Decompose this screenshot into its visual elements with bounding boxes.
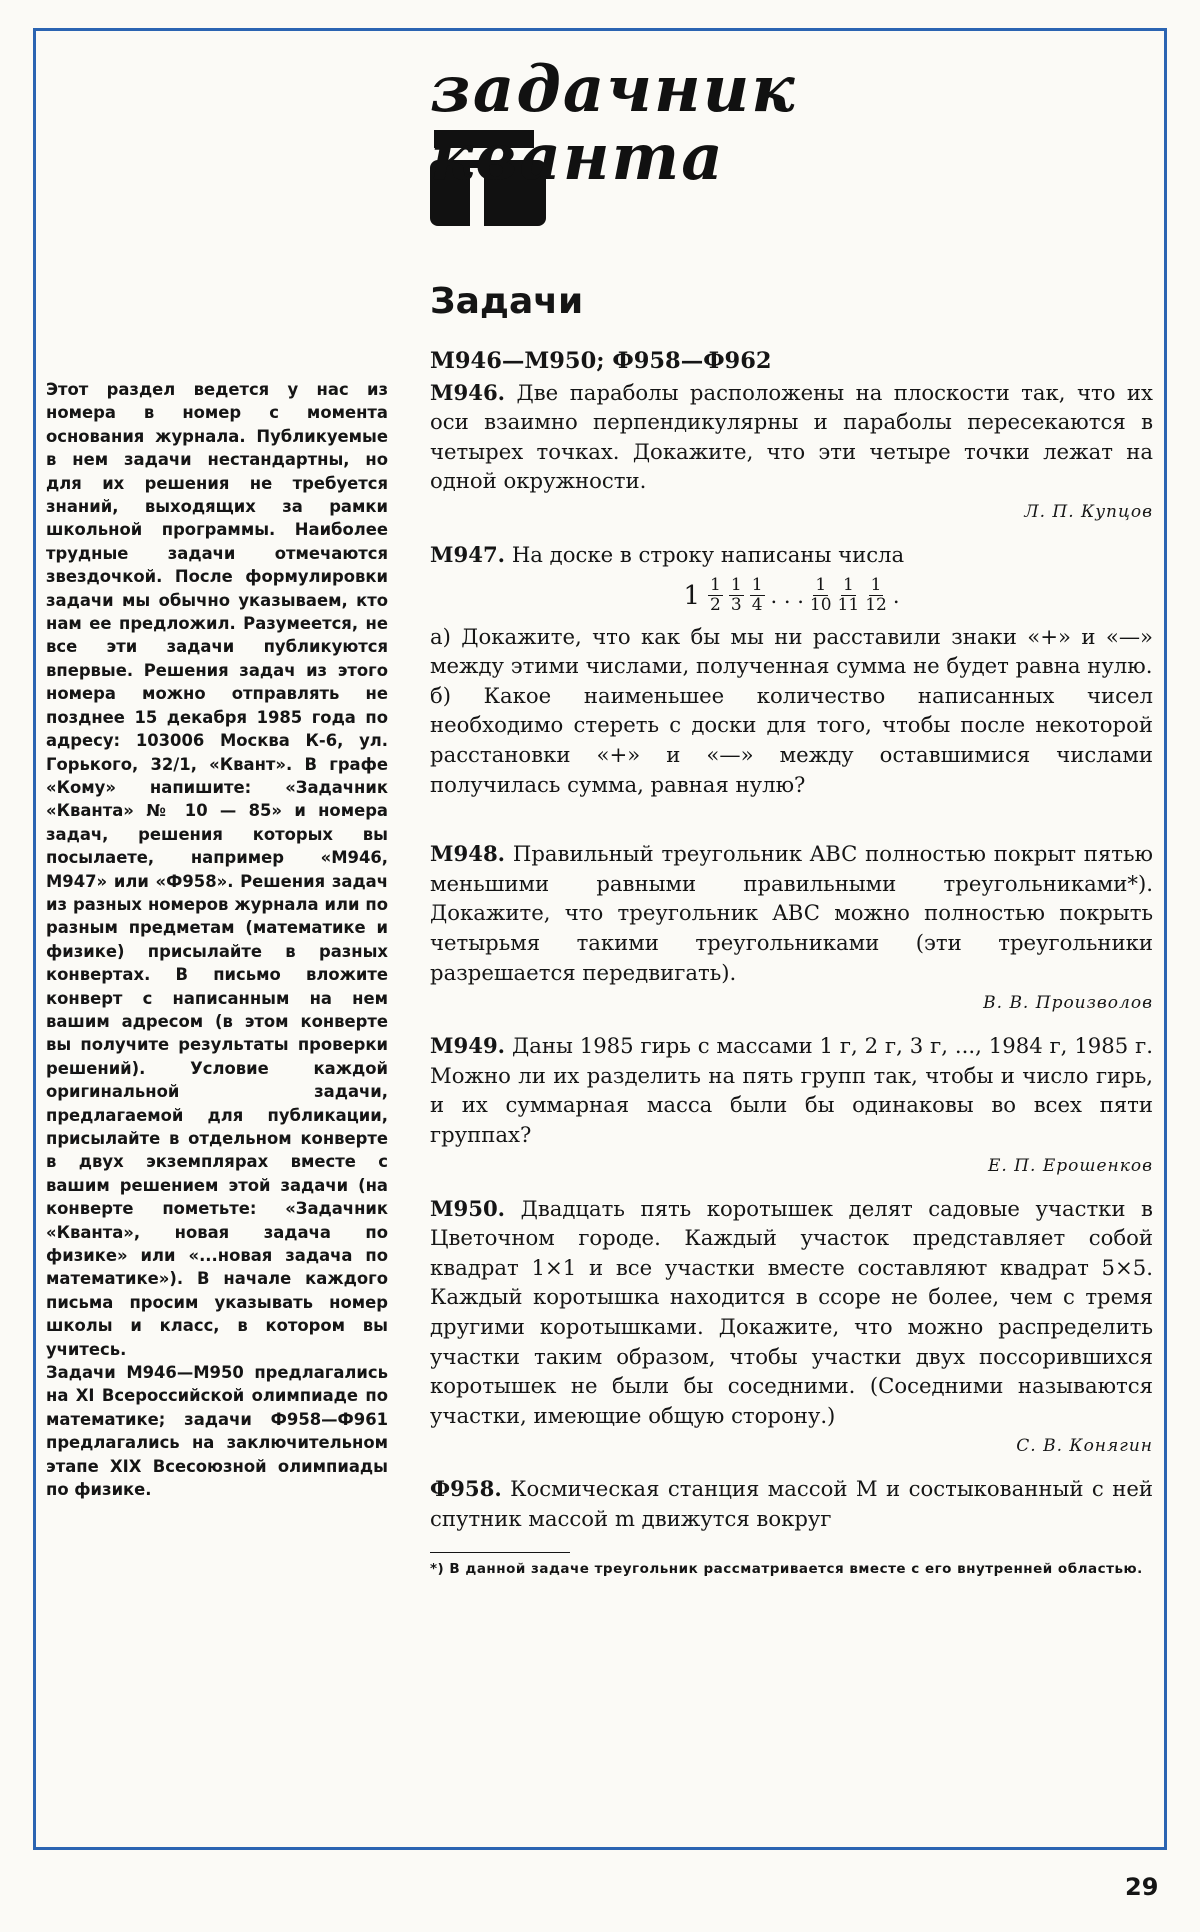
problem-range: М946—М950; Ф958—Ф962	[430, 347, 772, 374]
sidebar-text-2: Задачи М946—М950 предлагались на XI Всероссийской олимпиаде по математике; задачи Ф958—Ф961 предлагались на заключительном этапе XIX Всесоюзной олимпиады по физике.	[46, 1363, 388, 1500]
fraction: $\frac{1}{4}$	[751, 574, 763, 616]
fraction: $\frac{1}{12}$	[865, 574, 887, 616]
problem-id: М947.	[430, 541, 506, 567]
problem-f958	[430, 1474, 1153, 1533]
section-title: Задачи	[430, 281, 584, 322]
footnote: *) В данной задаче треугольник рассматривается вместе с его внутренней областью.	[430, 1560, 1143, 1577]
problem-m949	[430, 1031, 1153, 1175]
problem-author: Л. П. Купцов	[1024, 501, 1153, 522]
sidebar-info	[46, 378, 388, 1502]
sequence-end: .	[892, 583, 900, 608]
main-column	[430, 282, 1153, 1579]
page-number: 29	[1125, 1873, 1159, 1901]
footnote-rule	[430, 1552, 570, 1553]
fraction: $\frac{1}{10}$	[809, 574, 832, 616]
fraction: $\frac{1}{11}$	[837, 574, 860, 616]
problem-part-a: а) Докажите, что как бы мы ни расставили знаки «+» и «—» между этими числами, полученная сумма не будет равна нулю.	[430, 623, 1153, 679]
problem-id: М950.	[430, 1195, 506, 1221]
number-sequence	[430, 576, 1153, 616]
problem-author: С. В. Конягин	[1016, 1436, 1153, 1457]
problem-id: М948.	[430, 841, 506, 867]
problem-author: Е. П. Ерошенков	[987, 1155, 1153, 1176]
problem-text: Даны 1985 гирь с массами 1 г, 2 г, 3 г, ..., 1984 г, 1985 г. Можно ли их разделить на пять групп так, чтобы и число гирь, и их суммарная масса были бы одинаковы во всех пяти группах?	[430, 1033, 1153, 1147]
masthead	[430, 52, 797, 228]
sequence-whole: 1	[683, 580, 701, 611]
problem-text: Две параболы расположены на плоскости так, что их оси взаимно перпендикулярны и параболы пересекаются в четырех точках. Докажите, что эти четыре точки лежат на одной окружности.	[430, 379, 1153, 494]
problem-m948	[430, 839, 1153, 1013]
problem-author: В. В. Произволов	[983, 993, 1153, 1014]
sidebar-text: Этот раздел ведется у нас из номера в номер с момента основания журнала. Публикуемые в нем задачи нестандартны, но для их решения не требуется знаний, выходящих за рамки школьной программы. Наиболее трудные задачи отмечаются звездочкой. После формулировки задачи мы обычно указываем, кто нам ее предложил. Разумеется, не все эти задачи публикуются впервые. Решения задач из этого номера можно отправлять не позднее 15 декабря 1985 года по адресу: 103006 Москва К-6, ул. Горького, 32/1, «Квант». В графе «Кому» напишите: «Задачник «Кванта» № 10 — 85» и номера задач, решения которых вы посылаете, например «М946, М947» или «Ф958». Решения задач из разных номеров журнала или по разным предметам (математике и физике) присылайте в разных конвертах. В письмо вложите конверт с написанным на нем вашим адресом (в этом конверте вы получите результаты проверки решений). Условие каждой оригинальной задачи, предлагаемой для публикации, присылайте в отдельном конверте в двух экземплярах вместе с вашим решением этой задачи (на конверте пометьте: «Задачник «Кванта», новая задача по физике» или «...новая задача по математике»). В начале каждого письма просим указывать номер школы и класс, в котором вы учитесь.	[46, 380, 388, 1359]
problem-id: М946.	[430, 379, 506, 405]
problem-text: Правильный треугольник ABC полностью покрыт пятью меньшими равными правильными треугольниками*). Докажите, что треугольник ABC можно полностью покрыть четырьмя такими треугольниками (эти треугольники разрешается передвигать).	[430, 841, 1153, 985]
problem-m950	[430, 1194, 1153, 1457]
problem-text: Космическая станция массой M и состыкованный с ней спутник массой m движутся вокруг	[430, 1476, 1153, 1531]
problem-id: Ф958.	[430, 1476, 502, 1502]
fraction: $\frac{1}{3}$	[730, 574, 742, 616]
fraction: $\frac{1}{2}$	[710, 574, 721, 616]
masthead-line-1: задачник	[430, 52, 797, 127]
problem-text: На доске в строку написаны числа	[511, 541, 905, 567]
problem-part-b: б) Какое наименьшее количество написанных чисел необходимо стереть с доски для того, чтобы после некоторой расстановки «+» и «—» между оставшимися числами получилась сумма, равная нулю?	[430, 682, 1153, 797]
sequence-dots: . . .	[770, 583, 804, 608]
masthead-line-2: кванта	[430, 120, 725, 195]
problem-text: Двадцать пять коротышек делят садовые участки в Цветочном городе. Каждый участок представляет собой квадрат 1×1 и все участки вместе составляют квадрат 5×5. Каждый коротышка находится в ссоре не более, чем с тремя другими коротышками. Докажите, что можно распределить участки таким образом, чтобы участки двух поссорившихся коротышек не были бы соседними. (Соседними называются участки, имеющие общую сторону.)	[430, 1195, 1153, 1428]
problem-id: М949.	[430, 1033, 506, 1059]
problem-m947	[430, 540, 1153, 799]
problem-m946	[430, 378, 1153, 522]
